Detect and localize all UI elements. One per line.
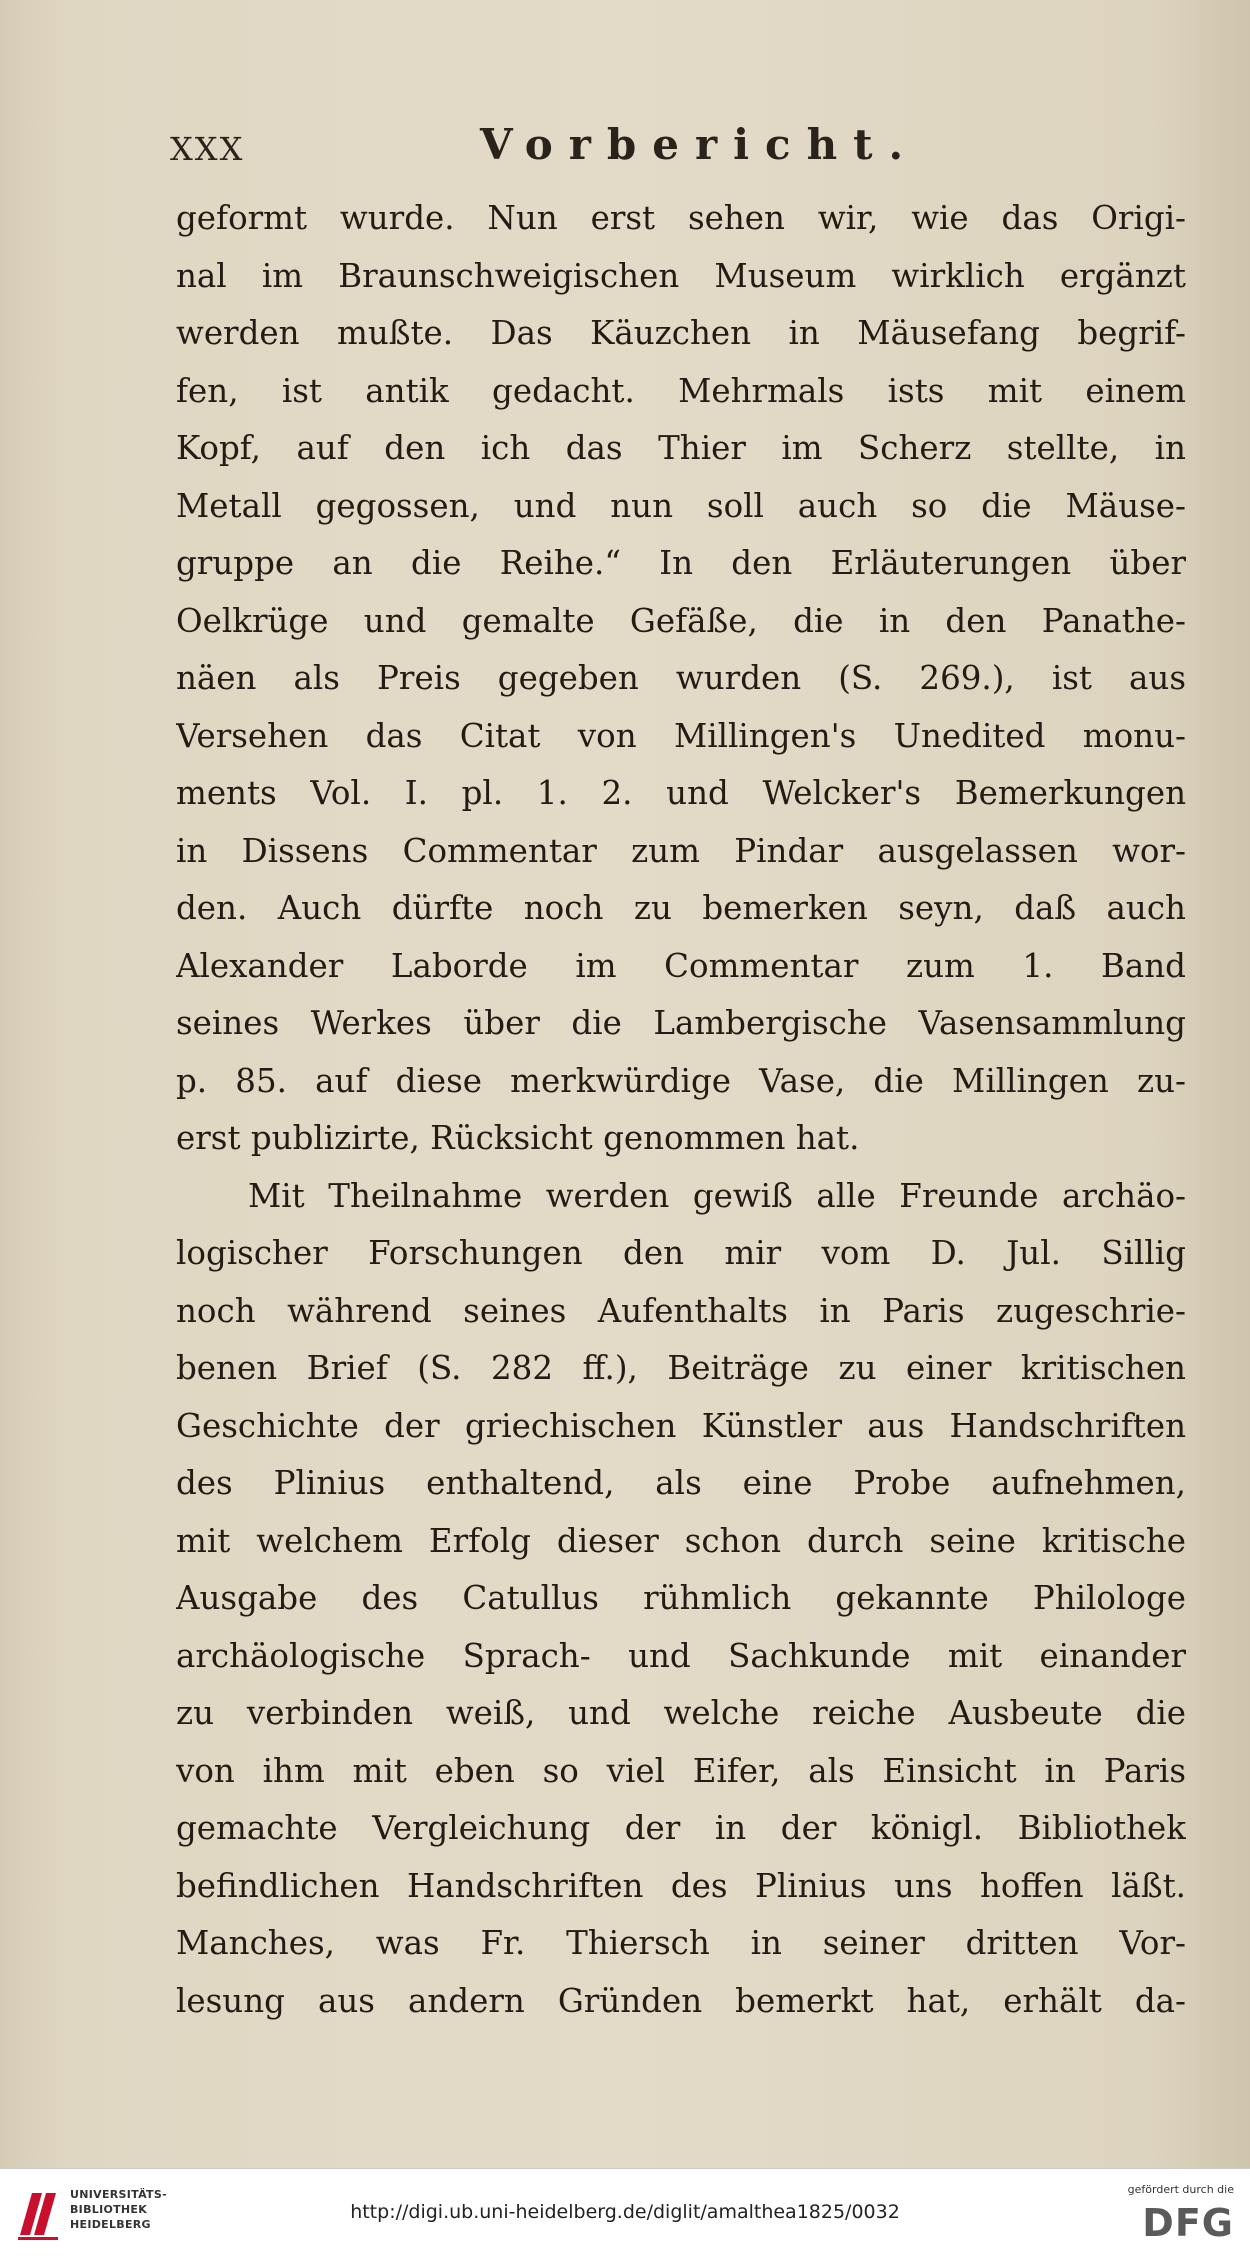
funded-by-label: gefördert durch die <box>1127 2183 1234 2196</box>
text-line: ments Vol. I. pl. 1. 2. und Welcker's Bemerkungen <box>176 774 1186 812</box>
text-line: logischer Forschungen den mir vom D. Jul. Sillig <box>176 1234 1186 1272</box>
text-line: fen, ist antik gedacht. Mehrmals ists mit einem <box>176 371 1186 410</box>
text-line: Manches, was Fr. Thiersch in seiner dritten Vor- <box>176 1924 1186 1962</box>
text-line: Metall gegossen, und nun soll auch so die Mäuse- <box>176 486 1186 525</box>
text-line: erst publizirte, Rücksicht genommen hat. <box>176 1119 860 1157</box>
text-line: den. Auch dürfte noch zu bemerken seyn, daß auch <box>176 889 1186 927</box>
text-line: seines Werkes über die Lambergische Vasensammlung <box>176 1004 1186 1042</box>
institution-line: BIBLIOTHEK <box>70 2203 148 2216</box>
text-line: mit welchem Erfolg dieser schon durch seine kritische <box>176 1521 1186 1560</box>
text-line: Oelkrüge und gemalte Gefäße, die in den Panathe- <box>176 601 1186 640</box>
text-line: Mit Theilnahme werden gewiß alle Freunde archäo- <box>248 1176 1186 1215</box>
text-line: gruppe an die Reihe.“ In den Erläuterungen über <box>176 544 1186 582</box>
permalink-url[interactable]: http://digi.ub.uni-heidelberg.de/diglit/amalthea1825/0032 <box>350 2201 900 2223</box>
text-line: p. 85. auf diese merkwürdige Vase, die Millingen zu- <box>176 1061 1186 1100</box>
page-header <box>170 120 1050 180</box>
text-line: des Plinius enthaltend, als eine Probe aufnehmen, <box>176 1464 1186 1502</box>
dfg-logo: DFG <box>1142 2201 1234 2245</box>
page-number: XXX <box>170 130 245 168</box>
text-line: in Dissens Commentar zum Pindar ausgelassen wor- <box>176 831 1186 870</box>
text-line: benen Brief (S. 282 ff.), Beiträge zu einer kritischen <box>176 1349 1186 1387</box>
text-line: Geschichte der griechischen Künstler aus Handschriften <box>176 1406 1186 1445</box>
running-title: Vorbericht. <box>480 120 920 169</box>
body-text <box>176 190 1186 2030</box>
text-line: befindlichen Handschriften des Plinius uns hoffen läßt. <box>176 1866 1186 1905</box>
text-line: gemachte Vergleichung der in der königl. Bibliothek <box>176 1809 1186 1847</box>
text-line: noch während seines Aufenthalts in Paris zugeschrie- <box>176 1291 1186 1330</box>
text-line: zu verbinden weiß, und welche reiche Ausbeute die <box>176 1694 1186 1732</box>
institution-line: UNIVERSITÄTS- <box>70 2188 167 2201</box>
text-line: von ihm mit eben so viel Eifer, als Einsicht in Paris <box>176 1751 1186 1790</box>
text-line: nal im Braunschweigischen Museum wirklich ergänzt <box>176 256 1186 295</box>
text-line: geformt wurde. Nun erst sehen wir, wie das Origi- <box>176 199 1186 237</box>
viewer-footer <box>0 2168 1250 2258</box>
text-line: Ausgabe des Catullus rühmlich gekannte Philologe <box>176 1579 1186 1617</box>
text-line: lesung aus andern Gründen bemerkt hat, erhält da- <box>176 1981 1186 2020</box>
text-line: Versehen das Citat von Millingen's Unedited monu- <box>176 716 1186 755</box>
text-line: archäologische Sprach- und Sachkunde mit einander <box>176 1636 1186 1675</box>
text-line: Kopf, auf den ich das Thier im Scherz stellte, in <box>176 429 1186 467</box>
text-line: werden mußte. Das Käuzchen in Mäusefang begrif- <box>176 314 1186 352</box>
text-line: näen als Preis gegeben wurden (S. 269.), ist aus <box>176 659 1186 697</box>
text-line: Alexander Laborde im Commentar zum 1. Band <box>176 946 1186 985</box>
institution-line: HEIDELBERG <box>70 2218 151 2231</box>
